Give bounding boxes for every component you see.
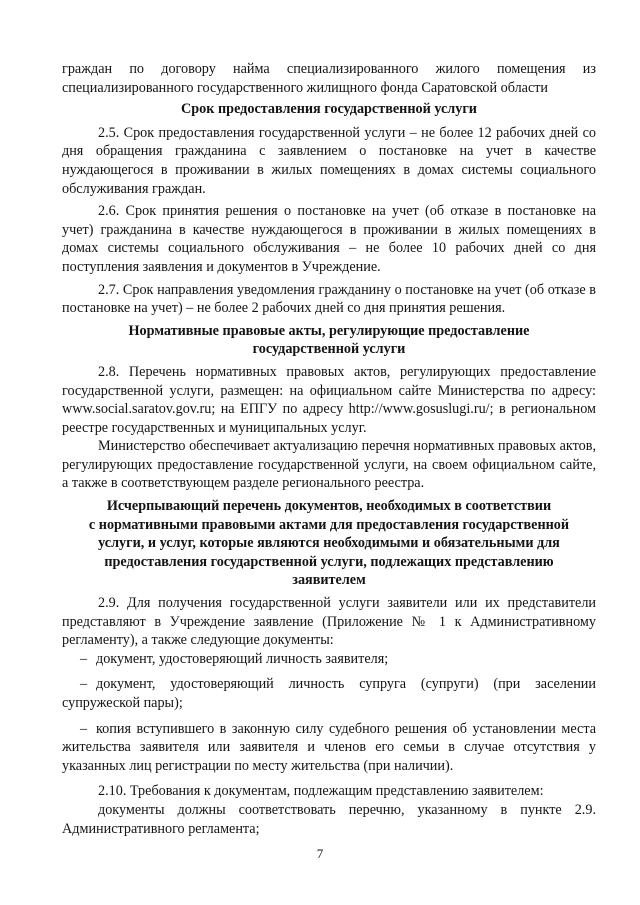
dash-marker: – bbox=[80, 650, 88, 667]
page-body bbox=[62, 60, 596, 838]
heading-documents-list bbox=[62, 497, 596, 590]
paragraph-2-8: 2.8. Перечень нормативных правовых актов, регулирующих предоставление государственной услуги, размещен: на официальном сайте Министерства по адресу: www.social.saratov.gov.ru; на ЕПГУ по адресу http://www.gosuslugi.ru/; в региональном реестре государственных и муниципальных услуг. bbox=[62, 363, 596, 436]
heading-legal-acts-line-1: Нормативные правовые акты, регулирующие предоставление bbox=[128, 322, 530, 339]
heading-documents-line-1: Исчерпывающий перечень документов, необходимых в соответствии bbox=[106, 498, 552, 515]
paragraph-ministry: Министерство обеспечивает актуализацию перечня нормативных правовых актов, регулирующих предоставление государственной услуги, на своем официальном сайте, а также в соответствующем разделе регионального реестра. bbox=[62, 438, 596, 492]
dash-marker: – bbox=[80, 676, 88, 693]
paragraph-2-10: 2.10. Требования к документам, подлежащим представлению заявителем: bbox=[98, 783, 544, 800]
list-item bbox=[62, 650, 596, 669]
list-item bbox=[62, 675, 596, 712]
paragraph-2-7: 2.7. Срок направления уведомления гражданину о постановке на учет (об отказе в постановке на учет) – не более 2 рабочих дней со дня принятия решения. bbox=[62, 281, 596, 317]
heading-documents-line-3: услуги, и услуг, которые являются необходимыми и обязательными для bbox=[98, 535, 560, 552]
list-item-text: документ, удостоверяющий личность супруга (супруги) (при заселении супружеской пары); bbox=[62, 676, 596, 711]
list-item-text: документ, удостоверяющий личность заявителя; bbox=[96, 650, 389, 667]
list-item-text: копия вступившего в законную силу судебного решения об установлении места жительства заявителя или заявителя и членов его семьи в случае отсутствия у указанных лиц регистрации по месту жительства (при наличии). bbox=[62, 720, 596, 774]
paragraph-2-9: 2.9. Для получения государственной услуги заявители или их представители представляют в Учреждение заявление (Приложение № 1 к Административному регламенту), а также следующие документы: bbox=[62, 595, 596, 649]
heading-legal-acts bbox=[62, 322, 596, 359]
paragraph-2-6: 2.6. Срок принятия решения о постановке на учет (об отказе в постановке на учет) гражданина в качестве нуждающегося в проживании в жилых помещениях в домах системы социального обслуживания – не более 10 рабочих дней со дня поступления заявления и документов в Учреждение. bbox=[62, 203, 596, 275]
heading-documents-line-4: предоставления государственной услуги, подлежащих представлению bbox=[104, 553, 554, 570]
heading-legal-acts-line-2: государственной услуги bbox=[252, 341, 406, 358]
paragraph-2-5: 2.5. Срок предоставления государственной услуги – не более 12 рабочих дней со дня обращения гражданина с заявлением о постановке на учет в качестве нуждающегося в проживании в жилых помещениях в домах системы социального обслуживания граждан. bbox=[62, 124, 596, 197]
page-number: 7 bbox=[316, 846, 324, 861]
heading-documents-line-2: с нормативными правовыми актами для предоставления государственной bbox=[88, 516, 570, 533]
paragraph-documents-requirements: документы должны соответствовать перечню, указанному в пункте 2.9. Административного регламента; bbox=[62, 801, 596, 837]
list-item bbox=[62, 720, 596, 776]
heading-service-term: Срок предоставления государственной услуги bbox=[181, 101, 477, 118]
paragraph-intro: граждан по договору найма специализированного жилого помещения из специализированного государственного жилищного фонда Саратовской области bbox=[62, 61, 596, 96]
heading-documents-line-5: заявителем bbox=[292, 572, 366, 589]
dash-marker: – bbox=[80, 720, 88, 737]
